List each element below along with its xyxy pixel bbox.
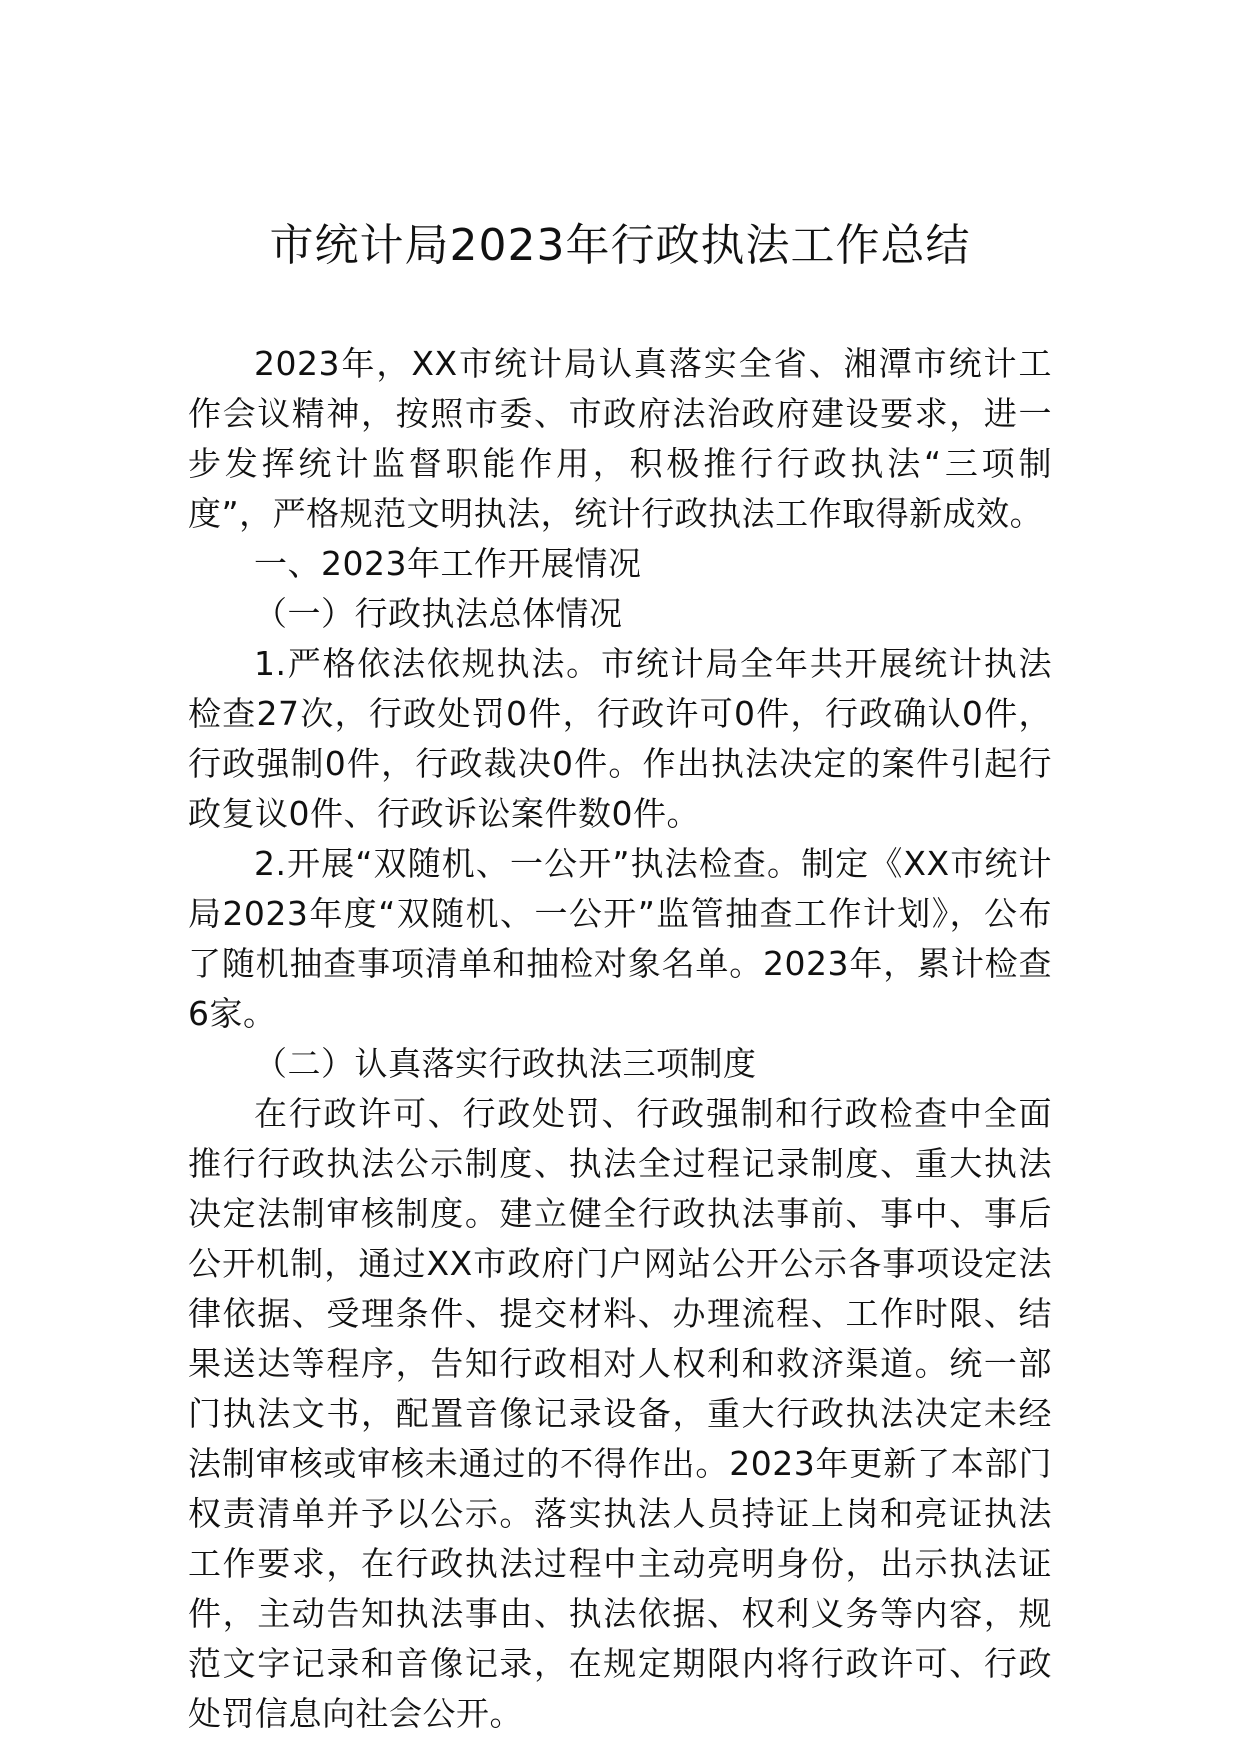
subsection-heading-1: （一）行政执法总体情况 xyxy=(254,594,623,633)
document-body xyxy=(188,339,1052,1739)
document-title: 市统计局2023年行政执法工作总结 xyxy=(269,220,971,271)
subsection-heading-2: （二）认真落实行政执法三项制度 xyxy=(254,1044,757,1083)
subsection-2-paragraph: 在行政许可、行政处罚、行政强制和行政检查中全面推行行政执法公示制度、执法全过程记录制度、重大执法决定法制审核制度。建立健全行政执法事前、事中、事后公开机制，通过XX市政府门户网站公开公示各事项设定法律依据、受理条件、提交材料、办理流程、工作时限、结果送达等程序，告知行政相对人权利和救济渠道。统一部门执法文书，配置音像记录设备，重大行政执法决定未经法制审核或审核未通过的不得作出。2023年更新了本部门权责清单并予以公示。落实执法人员持证上岗和亮证执法工作要求，在行政执法过程中主动亮明身份，出示执法证件，主动告知执法事由、执法依据、权利义务等内容，规范文字记录和音像记录，在规定期限内将行政许可、行政处罚信息向社会公开。 xyxy=(188,1094,1052,1733)
item-paragraph-1: 1.严格依法依规执法。市统计局全年共开展统计执法检查27次，行政处罚0件，行政许可0件，行政确认0件，行政强制0件，行政裁决0件。作出执法决定的案件引起行政复议0件、行政诉讼案件数0件。 xyxy=(188,644,1052,833)
intro-paragraph: 2023年，XX市统计局认真落实全省、湘潭市统计工作会议精神，按照市委、市政府法治政府建设要求，进一步发挥统计监督职能作用，积极推行行政执法“三项制度”，严格规范文明执法，统计行政执法工作取得新成效。 xyxy=(188,344,1052,533)
item-paragraph-2: 2.开展“双随机、一公开”执法检查。制定《XX市统计局2023年度“双随机、一公开”监管抽查工作计划》，公布了随机抽查事项清单和抽检对象名单。2023年，累计检查6家。 xyxy=(188,844,1052,1033)
section-heading-1: 一、2023年工作开展情况 xyxy=(254,544,642,583)
